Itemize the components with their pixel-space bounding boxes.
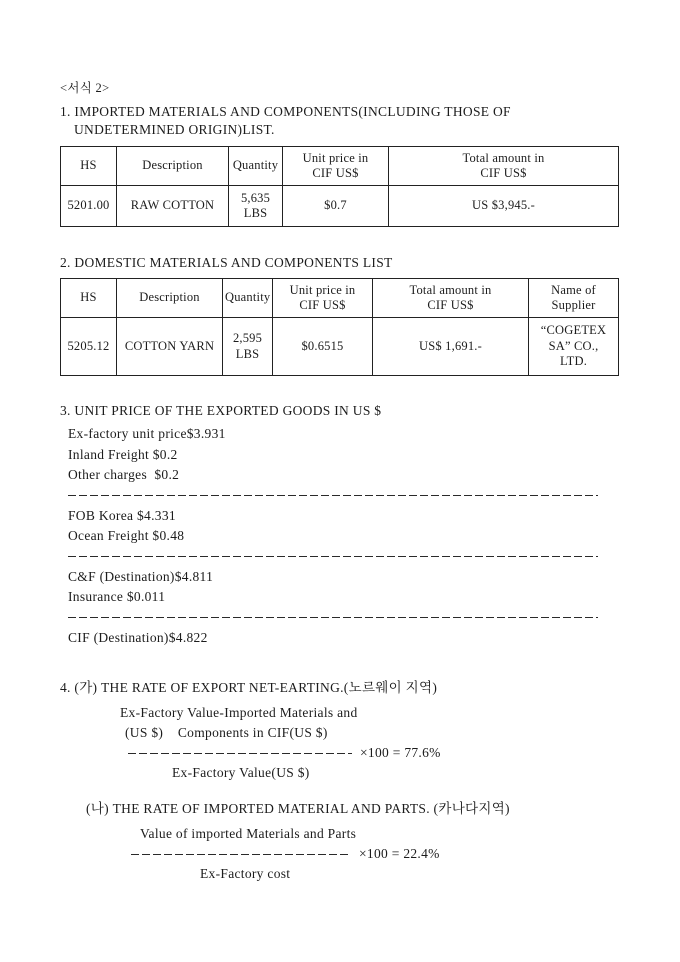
table2-header-supplier — [529, 279, 619, 318]
na-numerator: Value of imported Materials and Parts — [140, 826, 357, 841]
cif-destination-line: CIF (Destination)$4.822 — [68, 629, 208, 645]
table2-total-cell: US$ 1,691.- — [373, 318, 529, 376]
insurance-line: Insurance $0.011 — [68, 589, 166, 604]
table1-quantity-cell — [229, 186, 283, 227]
table1-header-unit-price — [283, 147, 389, 186]
cf-destination-line: C&F (Destination)$4.811 — [68, 568, 214, 584]
table1-header-total-line1: Total amount in — [462, 150, 545, 165]
table2-header-total-line1: Total amount in — [409, 282, 492, 297]
table1-hs-cell: 5201.00 — [61, 186, 117, 227]
table2-header-total — [373, 279, 529, 318]
table1-header-total — [389, 147, 619, 186]
table1-header-description: Description — [117, 147, 229, 186]
table2-header-description: Description — [117, 279, 223, 318]
table1-header-unit-price-line2: CIF US$ — [312, 166, 359, 180]
ga-fraction-line — [128, 743, 622, 763]
table2-header-supplier-line2: Supplier — [551, 298, 596, 312]
section2-title: 2. DOMESTIC MATERIALS AND COMPONENTS LIST — [60, 255, 393, 270]
table2-quantity-line2: LBS — [235, 346, 260, 361]
table1-quantity-line1: 5,635 — [240, 190, 271, 205]
ga-fraction-bar — [128, 753, 352, 754]
table1-quantity-line2: LBS — [243, 206, 268, 220]
table2-description-cell: COTTON YARN — [117, 318, 223, 376]
table2-supplier-cell — [529, 318, 619, 376]
ga-numerator-line2: (US $) Components in CIF(US $) — [125, 725, 328, 740]
table2-header-hs: HS — [61, 279, 117, 318]
section1-title-line1: 1. IMPORTED MATERIALS AND COMPONENTS(INCLUDING THOSE OF — [60, 104, 511, 119]
ex-factory-unit-price-line: Ex-factory unit price$3.931 — [68, 426, 226, 441]
ocean-freight-line: Ocean Freight $0.48 — [68, 528, 185, 543]
dashed-separator-2 — [68, 556, 598, 557]
section1-title — [60, 103, 622, 139]
domestic-materials-table — [60, 278, 619, 376]
table2-header-unit-price-line2: CIF US$ — [299, 298, 346, 312]
inland-freight-line: Inland Freight $0.2 — [68, 446, 178, 462]
other-charges-line: Other charges $0.2 — [68, 467, 180, 482]
na-denominator: Ex-Factory cost — [200, 866, 291, 881]
table1-header-total-line2: CIF US$ — [480, 166, 527, 180]
table2-header-unit-price-line1: Unit price in — [289, 282, 356, 297]
dashed-separator-3 — [68, 617, 598, 618]
table1-header-row — [61, 147, 619, 186]
ga-denominator: Ex-Factory Value(US $) — [172, 765, 310, 780]
table2-hs-cell: 5205.12 — [61, 318, 117, 376]
table1-header-unit-price-line1: Unit price in — [302, 150, 369, 165]
table1-description-cell: RAW COTTON — [117, 186, 229, 227]
ga-numerator-line1: Ex-Factory Value-Imported Materials and — [120, 705, 358, 720]
na-fraction-line — [131, 844, 622, 864]
table2-header-row — [61, 279, 619, 318]
table1-header-hs: HS — [61, 147, 117, 186]
table2-supplier-line1: “COGETEX — [540, 323, 607, 338]
ga-multiplier: ×100 = 77.6% — [360, 745, 441, 760]
table2-quantity-line1: 2,595 — [232, 331, 263, 345]
section4 — [60, 679, 622, 884]
table2-quantity-cell — [223, 318, 273, 376]
section4-ga-heading: 4. (가) THE RATE OF EXPORT NET-EARTING.(노르웨이 지역) — [60, 680, 438, 695]
form-label: <서식 2> — [60, 81, 110, 95]
table1-total-cell: US $3,945.- — [389, 186, 619, 227]
table1-data-row — [61, 186, 619, 227]
table2-header-quantity: Quantity — [223, 279, 273, 318]
imported-materials-table — [60, 146, 619, 227]
table1-unit-price-cell: $0.7 — [283, 186, 389, 227]
fob-korea-line: FOB Korea $4.331 — [68, 507, 176, 523]
table1-header-quantity: Quantity — [229, 147, 283, 186]
dashed-separator-1 — [68, 495, 598, 496]
table2-header-unit-price — [273, 279, 373, 318]
na-fraction-bar — [131, 854, 351, 855]
table2-header-supplier-line1: Name of — [551, 282, 596, 297]
table2-unit-price-cell: $0.6515 — [273, 318, 373, 376]
section3 — [60, 402, 622, 648]
table2-supplier-line3: LTD. — [559, 354, 588, 369]
table2-header-total-line2: CIF US$ — [427, 298, 474, 312]
section3-title: 3. UNIT PRICE OF THE EXPORTED GOODS IN US $ — [60, 403, 382, 418]
section1-title-line2: UNDETERMINED ORIGIN)LIST. — [74, 122, 275, 137]
table2-data-row — [61, 318, 619, 376]
na-multiplier: ×100 = 22.4% — [359, 846, 440, 861]
section4-na-heading: (나) THE RATE OF IMPORTED MATERIAL AND PARTS. (카나다지역) — [86, 801, 510, 816]
table2-supplier-line2: SA” CO., — [548, 338, 599, 353]
